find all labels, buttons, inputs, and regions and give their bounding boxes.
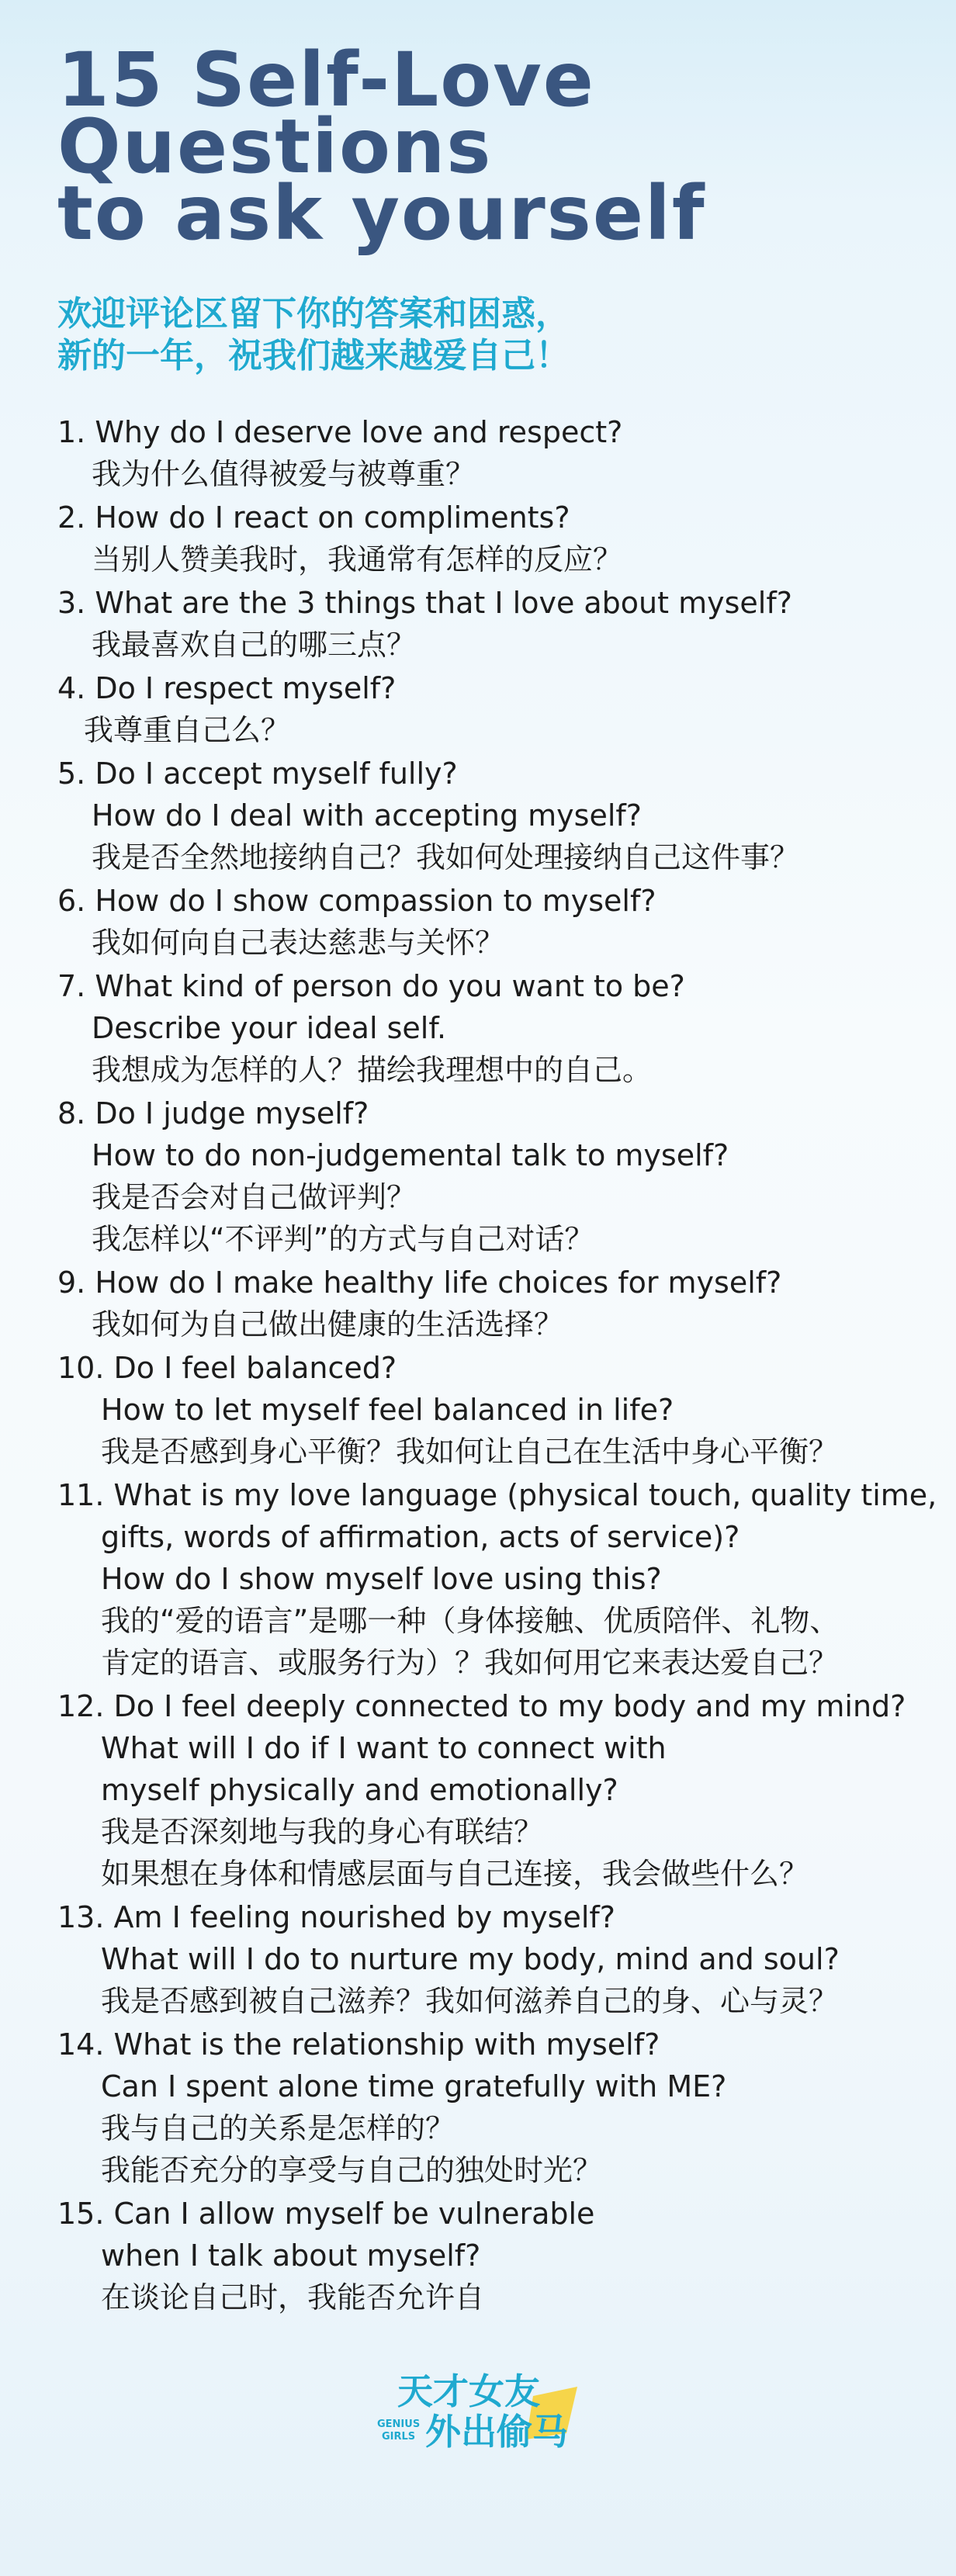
question-detail: gifts, words of affirmation, acts of service)? — [101, 1520, 740, 1554]
question-item — [57, 1685, 911, 1895]
subtitle — [57, 293, 911, 377]
question-text: 6. How do I show compassion to myself? — [57, 884, 656, 918]
question-detail: How to do non-judgemental talk to myself? — [92, 1138, 729, 1172]
question-text: 9. How do I make healthy life choices for myself? — [57, 1265, 782, 1300]
question-detail: when I talk about myself? — [101, 2238, 481, 2273]
question-item — [57, 1474, 937, 1684]
question-item — [57, 753, 911, 878]
brand-logo-icon — [374, 2359, 584, 2467]
question-item — [57, 1262, 911, 1345]
question-detail: 我是否感到被自己滋养？我如何滋养自己的身、心与灵？ — [101, 1984, 839, 2018]
question-detail: 我最喜欢自己的哪三点？ — [92, 628, 417, 662]
question-text: 2. How do I react on compliments? — [57, 500, 570, 535]
question-detail: 我如何向自己表达慈悲与关怀？ — [92, 926, 505, 960]
question-list — [57, 411, 937, 2318]
subtitle-line-1: 欢迎评论区留下你的答案和困惑， — [57, 294, 570, 334]
question-detail: How do I deal with accepting myself? — [92, 798, 642, 833]
title-line-3: to ask yourself — [57, 170, 706, 257]
subtitle-line-2: 新的一年，祝我们越来越爱自己！ — [57, 336, 570, 376]
question-text: 14. What is the relationship with myself? — [57, 2027, 660, 2062]
question-text: 4. Do I respect myself? — [57, 671, 397, 705]
question-detail: 我尊重自己么？ — [84, 713, 291, 747]
question-detail: 我如何为自己做出健康的生活选择？ — [92, 1307, 564, 1342]
question-item — [57, 582, 911, 666]
title-line-2: Questions — [57, 103, 493, 190]
question-item — [57, 2024, 911, 2191]
question-text: 7. What kind of person do you want to be? — [57, 969, 685, 1003]
question-detail: 当别人赞美我时，我通常有怎样的反应？ — [92, 542, 623, 576]
question-text: 11. What is my love language (physical touch, quality time, — [57, 1478, 937, 1512]
question-text: 10. Do I feel balanced? — [57, 1351, 397, 1385]
question-text: 5. Do I accept myself fully? — [57, 757, 458, 791]
question-text: 13. Am I feeling nourished by myself? — [57, 1900, 615, 1934]
question-item — [57, 1347, 911, 1473]
question-text: 8. Do I judge myself? — [57, 1096, 369, 1130]
question-item — [57, 2193, 911, 2318]
logo-text-top: 天才女友 — [397, 2370, 540, 2412]
question-detail: Can I spent alone time gratefully with ME? — [101, 2069, 727, 2103]
question-detail: What will I do to nurture my body, mind and soul? — [101, 1942, 840, 1976]
question-item — [57, 411, 911, 495]
brand-logo — [374, 2359, 584, 2467]
question-text: 3. What are the 3 things that I love about myself? — [57, 586, 792, 620]
question-detail: 我是否会对自己做评判？ — [92, 1180, 417, 1214]
question-detail: 我的“爱的语言”是哪一种（身体接触、优质陪伴、礼物、 — [101, 1604, 840, 1638]
question-text: 12. Do I feel deeply connected to my body and my mind? — [57, 1689, 906, 1723]
question-detail: 我是否感到身心平衡？我如何让自己在生活中身心平衡？ — [101, 1435, 839, 1469]
question-detail: 如果想在身体和情感层面与自己连接，我会做些什么？ — [101, 1857, 809, 1891]
logo-text-bottom: 外出偷马 — [425, 2411, 568, 2453]
question-text: 1. Why do I deserve love and respect? — [57, 415, 623, 449]
question-detail: 我是否全然地接纳自己？我如何处理接纳自己这件事？ — [92, 840, 800, 874]
question-detail: Describe your ideal self. — [92, 1011, 447, 1045]
question-detail: 我想成为怎样的人？描绘我理想中的自己。 — [92, 1053, 653, 1087]
question-detail: How to let myself feel balanced in life? — [101, 1393, 674, 1427]
page-title — [57, 36, 911, 257]
question-item — [57, 667, 911, 751]
question-detail: 我与自己的关系是怎样的？ — [101, 2111, 455, 2145]
question-item — [57, 880, 911, 964]
question-detail: What will I do if I want to connect with — [101, 1731, 667, 1765]
question-detail: 我怎样以“不评判”的方式与自己对话？ — [92, 1222, 594, 1256]
title-line-1: 15 Self-Love — [57, 36, 595, 123]
question-item — [57, 1092, 911, 1260]
question-detail: 肯定的语言、或服务行为）？我如何用它来表达爱自己？ — [101, 1646, 839, 1680]
question-detail: 我是否深刻地与我的身心有联结？ — [101, 1815, 544, 1849]
question-detail: myself physically and emotionally? — [101, 1773, 618, 1807]
question-detail: 我能否充分的享受与自己的独处时光？ — [101, 2153, 603, 2187]
question-item — [57, 497, 911, 580]
article — [57, 36, 937, 2320]
question-detail: How do I show myself love using this? — [101, 1562, 662, 1596]
question-text: 15. Can I allow myself be vulnerable — [57, 2197, 595, 2231]
question-item — [57, 965, 911, 1091]
question-item — [57, 1896, 911, 2022]
logo-text-en-2: GIRLS — [382, 2431, 416, 2443]
question-detail: 我为什么值得被爱与被尊重？ — [92, 457, 476, 491]
question-detail: 在谈论自己时，我能否允许自 — [101, 2280, 485, 2315]
logo-text-en-1: GENIUS — [377, 2418, 421, 2430]
